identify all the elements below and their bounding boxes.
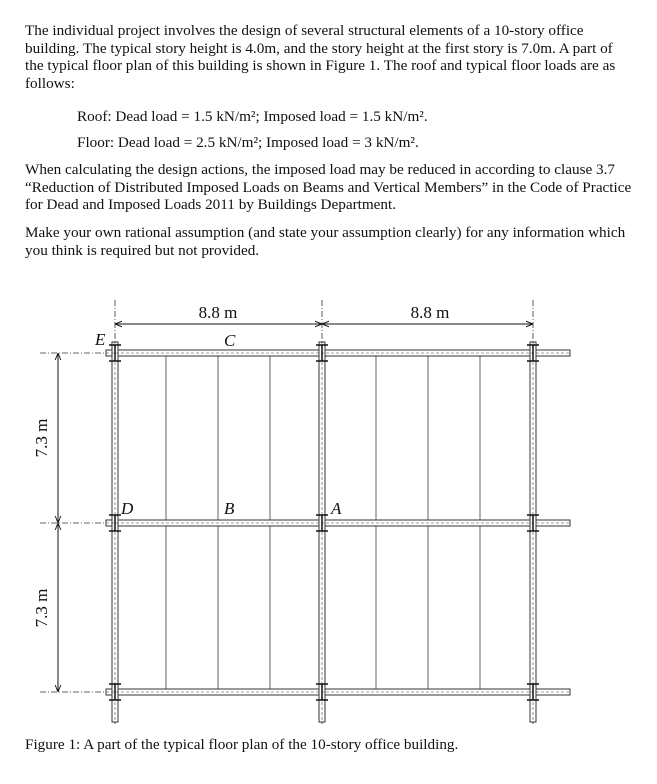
assumption-paragraph: Make your own rational assumption (and state your assumption clearly) for any information which you think is required but not provided. (25, 224, 626, 259)
member-label-b: B (224, 499, 235, 518)
intro-paragraph: The individual project involves the design of several structural elements of a 10-story office building. The typical story height is 4.0m, and the story height at the first story is 7.0m. A part of the typical floor plan of this building is shown in Figure 1. The roof and typical floor loads are as follows: (25, 22, 616, 92)
main-beams-vertical (112, 342, 536, 722)
member-label-d: D (121, 499, 134, 518)
span-label-x1: 8.8 m (198, 303, 238, 322)
member-label-a: A (331, 499, 342, 518)
figure-caption: Figure 1: A part of the typical floor plan of the 10-story office building. (25, 736, 459, 753)
span-label-y2: 7.3 m (32, 588, 51, 628)
gridlines (40, 300, 570, 725)
member-label-e: E (95, 330, 106, 349)
beam-centrelines (106, 342, 570, 722)
floor-plan-figure (0, 290, 657, 730)
span-label-x2: 8.8 m (410, 303, 450, 322)
span-label-y1: 7.3 m (32, 418, 51, 458)
member-label-c: C (224, 331, 236, 350)
floor-load-line: Floor: Dead load = 2.5 kN/m²; Imposed load = 3 kN/m². (77, 134, 419, 151)
reduction-paragraph: When calculating the design actions, the imposed load may be reduced in according to clause 3.7 “Reduction of Distributed Imposed Loads on Beams and Vertical Members” in the Code of Practice for Dead and Imposed Loads 2011 by Buildings Department. (25, 161, 632, 213)
roof-load-line: Roof: Dead load = 1.5 kN/m²; Imposed load = 1.5 kN/m². (77, 108, 428, 125)
main-beams-horizontal (106, 350, 570, 695)
